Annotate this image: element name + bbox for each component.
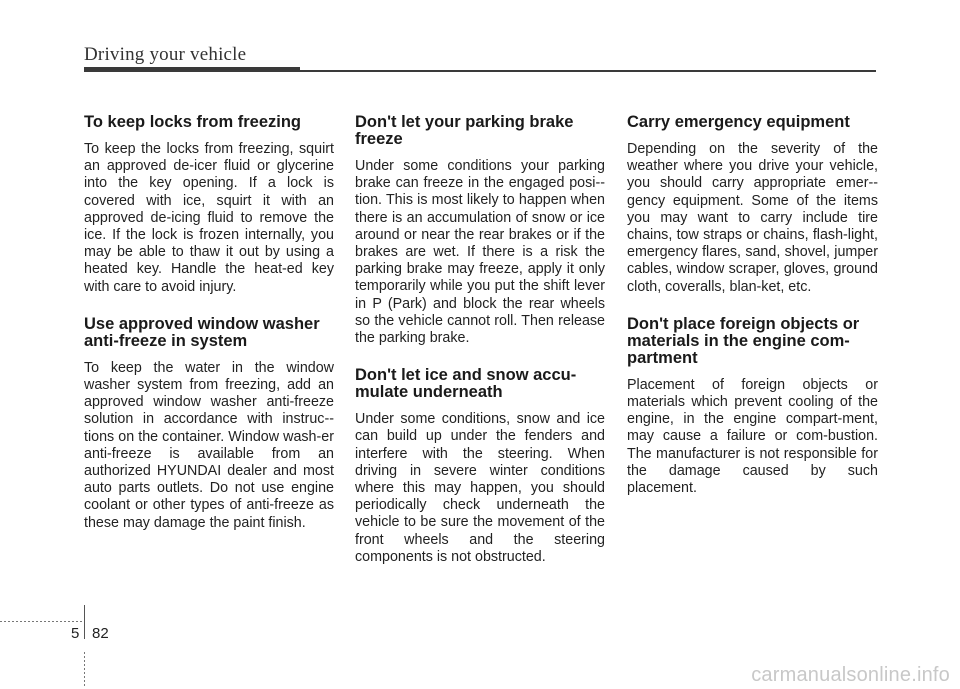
- section-body-ice-snow: Under some conditions, snow and ice can build up under the fenders and interfere with the steering. When driving in severe winter conditions where this may happen, you should periodically check underneath the vehicle to be sure the movement of the front wheels and the steering components is not obstructed.: [355, 411, 605, 565]
- column-1: [84, 114, 334, 552]
- section-heading-washer: Use approved window washer anti-freeze in system: [84, 314, 320, 350]
- chapter-number: 5: [71, 625, 80, 642]
- section-heading-parking-brake: Don't let your parking brake freeze: [355, 113, 574, 148]
- section-heading-foreign-objects: Don't place foreign objects or materials in the engine com-partment: [627, 314, 860, 367]
- footer-vline-top: [84, 605, 85, 639]
- footer-vline-bottom: [84, 652, 85, 688]
- column-2: [355, 114, 605, 586]
- column-3: [627, 114, 878, 517]
- watermark: carmanualsonline.info: [751, 664, 950, 686]
- section-body-parking-brake: Under some conditions your parking brake can freeze in the engaged posi-tion. This is most likely to happen when there is an accumulation of snow or ice around or near the rear brakes or if the brakes are wet. If there is a risk the parking brake may freeze, apply it only temporarily while you put the shift lever in P (Park) and block the rear wheels so the vehicle cannot roll. Then release the parking brake.: [355, 158, 605, 347]
- section-body-washer: To keep the water in the window washer system from freezing, add an approved window washer anti-freeze solution in accordance with instruc-tions on the container. Window wash-er anti-freeze is available from an authorized HYUNDAI dealer and most auto parts outlets. Do not use engine coolant or other types of anti-freeze as these may damage the paint finish.: [84, 359, 334, 531]
- section-heading-locks: To keep locks from freezing: [84, 113, 301, 131]
- header-rule-thin: [300, 70, 876, 72]
- section-body-emergency: Depending on the severity of the weather where you drive your vehicle, you should carry appropriate emer-gency equipment. Some of the items you may want to carry include tire chains, tow straps or chains, flash-light, emergency flares, sand, shovel, jumper cables, window scraper, gloves, ground cloth, coveralls, blan-ket, etc.: [627, 141, 878, 295]
- footer-hline: [0, 621, 84, 622]
- section-heading-ice-snow: Don't let ice and snow accu-mulate underneath: [355, 366, 577, 402]
- section-heading-emergency: Carry emergency equipment: [627, 113, 850, 131]
- page-header-title: Driving your vehicle: [84, 44, 247, 65]
- header-rule-thick: [84, 67, 300, 72]
- page-number: 82: [92, 625, 109, 642]
- section-body-foreign-objects: Placement of foreign objects or materials which prevent cooling of the engine, in the engine compart-ment, may cause a failure or com-bustion. The manufacturer is not responsible for the damage caused by such placement.: [627, 376, 878, 497]
- section-body-locks: To keep the locks from freezing, squirt an approved de-icer fluid or glycerine into the key opening. If a lock is covered with ice, squirt it with an approved de-icing fluid to remove the ice. If the lock is frozen internally, you may be able to thaw it out by using a heated key. Handle the heat-ed key with care to avoid injury.: [84, 141, 334, 295]
